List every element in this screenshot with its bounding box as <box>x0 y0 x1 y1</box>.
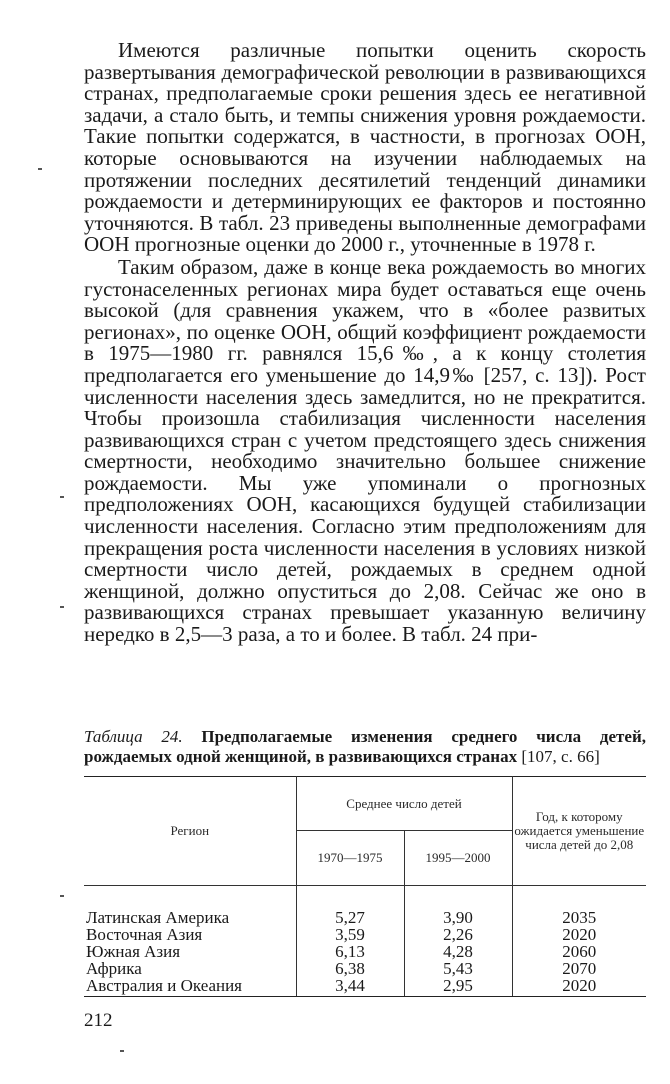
table-spacer-row <box>84 886 646 910</box>
cell-period-1: 3,59 <box>296 926 404 943</box>
margin-mark <box>60 606 64 608</box>
cell-period-2: 5,43 <box>404 960 512 977</box>
header-region: Регион <box>84 777 296 886</box>
cell-region: Австралия и Океания <box>84 977 296 997</box>
table-caption <box>84 727 646 767</box>
cell-period-1: 3,44 <box>296 977 404 997</box>
data-table-container <box>84 776 646 997</box>
data-table <box>84 776 646 997</box>
cell-period-1: 6,13 <box>296 943 404 960</box>
paragraph-1: Имеются различные попытки оценить скорость развертывания демографической революции в развивающихся странах, предполагаемые сроки решения здесь ее негативной задачи, а стало быть, и темпы снижения уровня рождаемости. Такие попытки содержатся, в частности, в прогнозах ООН, которые основываются на изучении наблюдаемых на протяжении последних десятилетий тенденций динамики рождаемости и детерминирующих ее факторов и постоянно уточняются. В табл. 23 приведены выполненные демографами ООН прогнозные оценки до 2000 г., уточненные в 1978 г. <box>84 38 646 257</box>
cell-period-1: 6,38 <box>296 960 404 977</box>
table-row <box>84 960 646 977</box>
cell-target-year: 2060 <box>562 942 597 961</box>
margin-mark <box>60 895 64 897</box>
body-text <box>84 40 646 646</box>
table-title: Предполагаемые изменения среднего числа детей, рождаемых одной женщиной, в развивающихся странах <box>84 727 646 766</box>
cell-region: Африка <box>84 960 296 977</box>
cell-region: Латинская Америка <box>84 909 296 926</box>
cell-period-2: 2,26 <box>404 926 512 943</box>
header-avg-children: Среднее число детей <box>296 777 512 831</box>
cell-region: Восточная Азия <box>84 926 296 943</box>
cell-region: Южная Азия <box>84 943 296 960</box>
header-target-year: Год, к которому ожидается уменьшение числа детей до 2,08 <box>512 777 646 886</box>
cell-target-year: 2020 <box>562 925 597 944</box>
table-row <box>84 909 646 926</box>
cell-target-year: 2070 <box>562 959 597 978</box>
table-row <box>84 926 646 943</box>
paragraph-2: Таким образом, даже в конце века рождаемость во многих густонаселенных регионах мира будет оставаться еще очень высокой (для сравнения укажем, что в «более развитых регионах», по оценке ООН, общий коэффициент рождаемости в 1975—1980 гг. равнялся 15,6‰, а к концу столетия предполагается его уменьшение до 14,9‰ [257, с. 13]). Рост численности населения здесь замедлится, но не прекратится. Чтобы произошла стабилизация численности населения развивающихся стран с учетом предстоящего здесь снижения смертности, необходимо значительно большее снижение рождаемости. Мы уже упоминали о прогнозных предположениях ООН, касающихся будущей стабилизации численности населения. Согласно этим предположениям для прекращения роста численности населения в условиях низкой смертности число детей, рождаемых в среднем одной женщиной, должно опуститься до 2,08. Сейчас же оно в развивающихся странах превышает указанную величину нередко в 2,5—3 раза, а то и более. В табл. 24 при- <box>84 254 646 647</box>
table-row <box>84 943 646 960</box>
table-row <box>84 977 646 997</box>
table-number: Таблица 24. <box>84 727 183 746</box>
page-number: 212 <box>84 1010 113 1031</box>
cell-target-year: 2035 <box>562 908 597 927</box>
header-period-2: 1995—2000 <box>404 831 512 886</box>
cell-period-1: 5,27 <box>296 909 404 926</box>
table-reference: [107, с. 66] <box>521 747 600 766</box>
cell-period-2: 2,95 <box>404 977 512 997</box>
header-period-1: 1970—1975 <box>296 831 404 886</box>
cell-period-2: 3,90 <box>404 909 512 926</box>
margin-mark <box>60 496 64 498</box>
cell-target-year: 2020 <box>512 977 646 997</box>
margin-mark <box>120 1050 124 1052</box>
cell-period-2: 4,28 <box>404 943 512 960</box>
margin-mark <box>38 168 42 170</box>
